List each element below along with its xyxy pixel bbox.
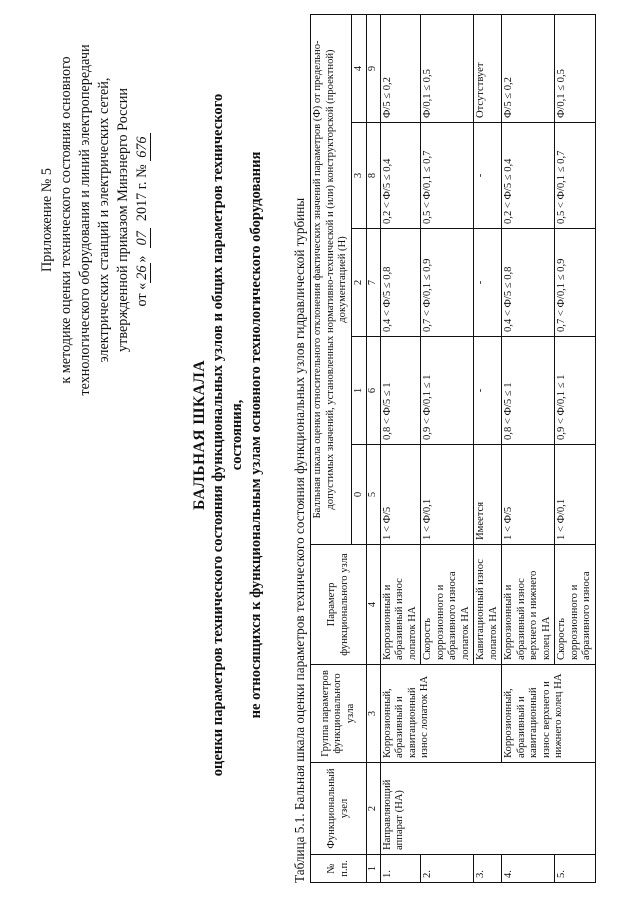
- scoring-table: [310, 14, 596, 883]
- parameter: Скорость коррозионного и абразивного износа: [555, 545, 596, 665]
- score-cell: 0,4 < Ф/5 ≤ 0,8: [502, 229, 555, 337]
- header-row: [311, 14, 352, 882]
- row-num: 5.: [555, 855, 596, 883]
- header-num: № п.п.: [311, 855, 367, 883]
- score-cell: Ф/5 ≤ 0,2: [502, 14, 555, 122]
- column-index: 6: [367, 337, 381, 445]
- score-cell: -: [474, 337, 502, 445]
- score-cell: 0,8 < Ф/5 ≤ 1: [380, 337, 421, 445]
- score-cell: Имеется: [474, 445, 502, 545]
- appendix-line: к методике оценки технического состояния основного: [58, 56, 74, 384]
- column-index: 7: [367, 229, 381, 337]
- score-cell: 0,9 < Ф/0,1 ≤ 1: [421, 337, 474, 445]
- score-cell: 0,5 < Ф/0,1 ≤ 0,7: [421, 123, 474, 229]
- date-prefix: от «: [134, 282, 150, 307]
- score-cell: 0,4 < Ф/5 ≤ 0,8: [380, 229, 421, 337]
- score-cell: 1 < Ф/5: [502, 445, 555, 545]
- title-main: БАЛЬНАЯ ШКАЛА: [191, 359, 208, 511]
- score-cell: 0,8 < Ф/5 ≤ 1: [502, 337, 555, 445]
- score-cell: Ф/5 ≤ 0,2: [380, 14, 421, 122]
- parameter-group: Коррозионный, абразивный и кавитационный износ лопаток НА: [380, 665, 502, 763]
- column-index: 5: [367, 445, 381, 545]
- appendix-line: электрических станций и электрических сетей,: [96, 77, 112, 363]
- score-cell: 0,7 < Ф/0,1 ≤ 0,9: [555, 229, 596, 337]
- score-cell: 1 < Ф/0,1: [555, 445, 596, 545]
- header-unit: Функциональный узел: [311, 763, 367, 855]
- score-cell: 1 < Ф/5: [380, 445, 421, 545]
- title-line: оценки параметров технического состояния функциональных узлов и общих параметров технического состояния,: [210, 93, 245, 777]
- score-cell: 0,9 < Ф/0,1 ≤ 1: [555, 337, 596, 445]
- table-caption: Таблица 5.1. Бальная шкала оценки параметров технического состояния функциональных узлов гидравлической турбины: [292, 197, 307, 883]
- row-num: 4.: [502, 855, 555, 883]
- score-0: 0: [351, 445, 367, 545]
- handwritten-day: 26: [134, 263, 151, 283]
- score-cell: 0,5 < Ф/0,1 ≤ 0,7: [555, 123, 596, 229]
- appendix-number: Приложение № 5: [39, 168, 55, 272]
- header-param: Параметр функционального узла: [311, 545, 367, 665]
- appendix-line: утвержденной приказом Минэнерго России: [115, 88, 131, 352]
- table-row: [502, 14, 555, 882]
- column-index: 8: [367, 123, 381, 229]
- score-cell: 0,2 < Ф/5 ≤ 0,4: [380, 123, 421, 229]
- date-separator: »: [134, 255, 150, 263]
- header-scale: Балльная шкала оценки относительного отклонения фактических значений параметров (Ф) от предельно-допустимых значений, установленных нормативно-технической и (или) конструкторской (проектной) документацией (Н): [311, 14, 352, 544]
- approval-date-line: [133, 5, 152, 435]
- row-num: 3.: [474, 855, 502, 883]
- score-cell: 1 < Ф/0,1: [421, 445, 474, 545]
- parameter: Скорость коррозионного и абразивного износа лопаток НА: [421, 545, 474, 665]
- score-4: 4: [351, 14, 367, 122]
- score-cell: -: [474, 123, 502, 229]
- column-index: 3: [367, 665, 381, 763]
- score-cell: Отсутствует: [474, 14, 502, 122]
- appendix-block: [38, 5, 152, 435]
- score-cell: Ф/0,1 ≤ 0,5: [421, 14, 474, 122]
- handwritten-order-number: 676: [134, 134, 151, 161]
- score-cell: 0,2 < Ф/5 ≤ 0,4: [502, 123, 555, 229]
- title-line: не относящихся к функциональным узлам основного технологического оборудования: [248, 151, 264, 719]
- column-index: 2: [367, 763, 381, 855]
- document-title: [190, 75, 266, 795]
- parameter-group: Коррозионный, абразивный и кавитационный износ верхнего и нижнего колец НА: [502, 665, 596, 763]
- parameter: Коррозионный и абразивный износ верхнего и нижнего колец НА: [502, 545, 555, 665]
- appendix-line: технологического оборудования и линий электропередачи: [77, 44, 93, 396]
- column-index-row: [367, 14, 381, 882]
- score-cell: Ф/0,1 ≤ 0,5: [555, 14, 596, 122]
- score-2: 2: [351, 229, 367, 337]
- row-num: 2.: [421, 855, 474, 883]
- header-group: Группа параметров функционального узла: [311, 665, 367, 763]
- column-index: 9: [367, 14, 381, 122]
- handwritten-month: 07: [134, 228, 151, 248]
- table-row: [380, 14, 421, 882]
- score-cell: -: [474, 229, 502, 337]
- column-index: 4: [367, 545, 381, 665]
- row-num: 1.: [380, 855, 421, 883]
- date-year: 2017 г. №: [134, 164, 150, 222]
- column-index: 1: [367, 855, 381, 883]
- parameter: Коррозионный и абразивный износ лопаток НА: [380, 545, 421, 665]
- functional-unit: Направляющий аппарат (НА): [380, 763, 595, 855]
- score-cell: 0,7 < Ф/0,1 ≤ 0,9: [421, 229, 474, 337]
- parameter: Кавитационный износ лопаток НА: [474, 545, 502, 665]
- score-1: 1: [351, 337, 367, 445]
- score-3: 3: [351, 123, 367, 229]
